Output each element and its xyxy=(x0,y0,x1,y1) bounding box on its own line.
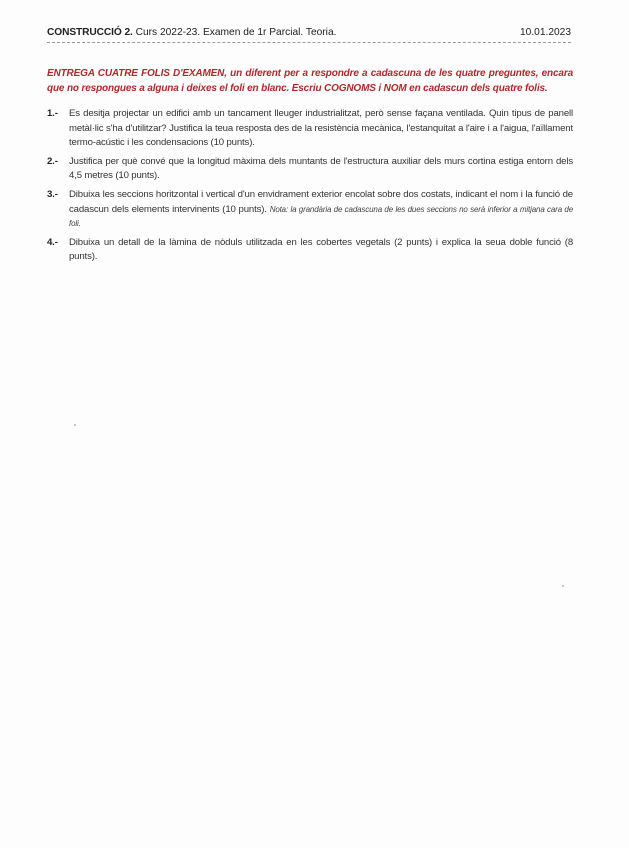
question-number: 1.- xyxy=(47,108,58,119)
scan-speck xyxy=(74,424,76,426)
question-number: 3.- xyxy=(47,188,58,200)
page-header xyxy=(47,25,571,41)
question-3 xyxy=(47,188,573,232)
course-subtitle: Curs 2022-23. Examen de 1r Parcial. Teoria. xyxy=(132,27,337,38)
scan-speck xyxy=(562,585,564,587)
question-note: Nota: la grandària de cadascuna de les dues seccions no serà inferior a mitjana cara de foli. xyxy=(69,204,573,229)
question-text: Dibuixa les seccions horitzontal i vertical d'un envidrament exterior encolat sobre dos costats, indicant el nom i la funció de cadascun dels elements intervinents (10 punts). xyxy=(69,188,573,215)
question-text: Dibuixa un detall de la làmina de nòduls utilitzada en les cobertes vegetals (2 punts) i explica la seua doble funció (8 punts). xyxy=(69,236,573,263)
question-list xyxy=(47,107,573,269)
exam-date: 10.01.2023 xyxy=(520,27,571,38)
question-4 xyxy=(47,236,573,265)
question-number: 4.- xyxy=(47,236,58,248)
question-2 xyxy=(47,155,573,184)
exam-instructions: ENTREGA CUATRE FOLIS D'EXAMEN, un diferent per a respondre a cadascuna de les quatre preguntes, encara que no respongues a alguna i deixes el foli en blanc. Escriu COGNOMS i NOM en cadascun dels quatre folis. xyxy=(47,68,573,94)
question-text: Justifica per què convé que la longitud màxima dels muntants de l'estructura auxiliar dels murs cortina estiga entorn dels 4,5 metres (10 punts). xyxy=(69,155,573,182)
question-1 xyxy=(47,107,573,151)
header-title xyxy=(47,25,336,41)
question-number: 2.- xyxy=(47,155,58,167)
question-text: Es desitja projectar un edifici amb un tancament lleuger industrialitzat, però sense façana ventilada. Quin tipus de panell metàl·lic s'ha d'utilitzar? Justifica la teua resposta des de la resistència mecànica, l'estanquitat a l'aire i a l'aigua, l'aïllament termo-acústic i les condensacions (10 punts). xyxy=(69,108,573,149)
header-divider xyxy=(47,42,571,43)
course-name: CONSTRUCCIÓ 2. xyxy=(47,27,133,38)
